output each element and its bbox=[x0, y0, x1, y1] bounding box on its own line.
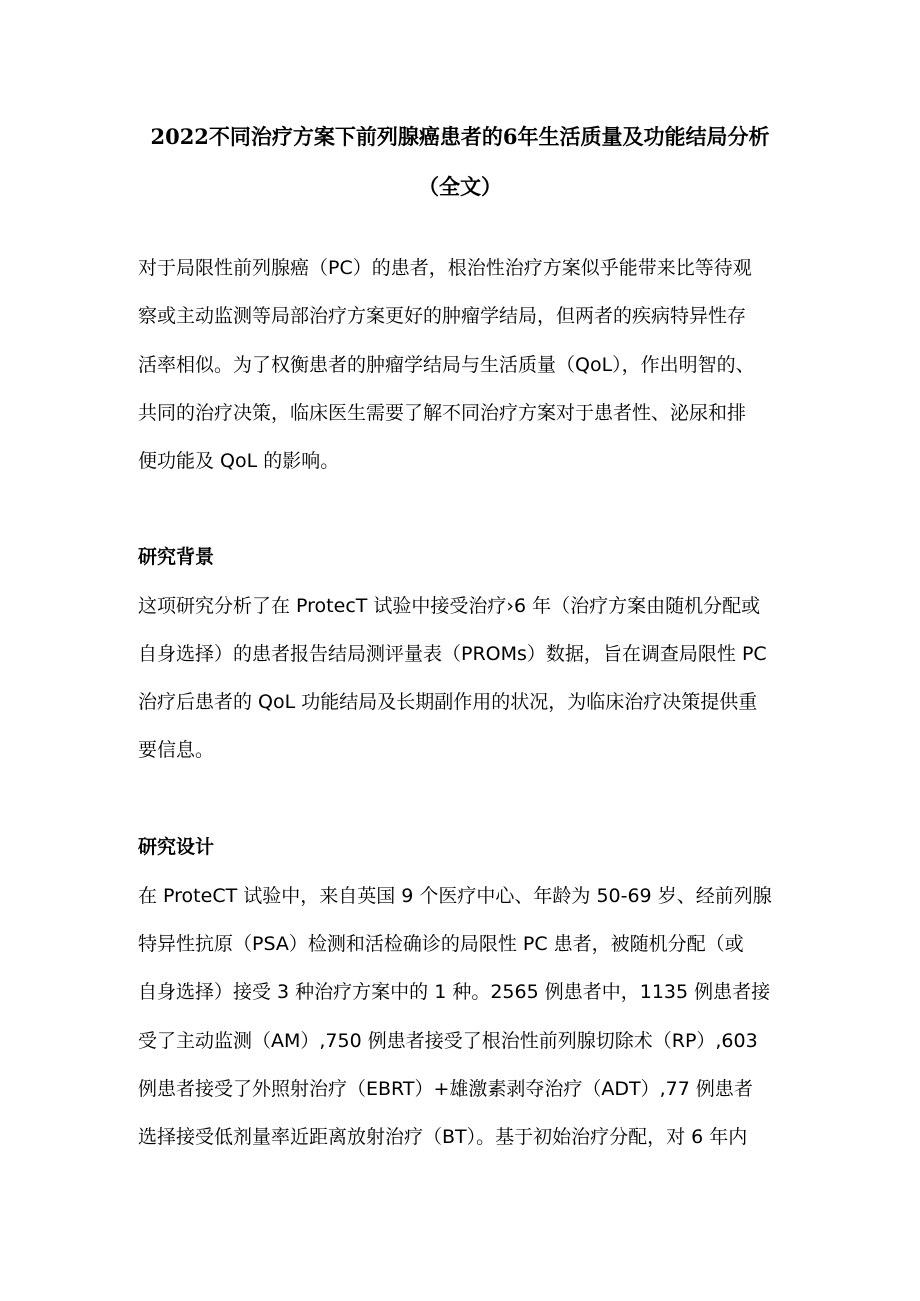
section-heading-design: 研究设计 bbox=[138, 836, 215, 858]
design-line: 选择接受低剂量率近距离放射治疗（BT）。基于初始治疗分配，对 6 年内 bbox=[138, 1126, 748, 1148]
background-line: 自身选择）的患者报告结局测评量表（PROMs）数据，旨在调查局限性 PC bbox=[138, 643, 767, 665]
design-line: 受了主动监测（AM）,750 例患者接受了根治性前列腺切除术（RP）,603 bbox=[138, 1030, 758, 1052]
intro-line: 活率相似。为了权衡患者的肿瘤学结局与生活质量（QoL），作出明智的、 bbox=[138, 354, 755, 376]
background-line: 要信息。 bbox=[138, 739, 215, 761]
document-title-line-1: 2022不同治疗方案下前列腺癌患者的6年生活质量及功能结局分析 bbox=[150, 124, 770, 149]
intro-line: 对于局限性前列腺癌（PC）的患者，根治性治疗方案似乎能带来比等待观 bbox=[138, 257, 752, 279]
design-line: 特异性抗原（PSA）检测和活检确诊的局限性 PC 患者，被随机分配（或 bbox=[138, 933, 744, 955]
section-heading-background: 研究背景 bbox=[138, 546, 215, 568]
design-line: 例患者接受了外照射治疗（EBRT）+雄激素剥夺治疗（ADT）,77 例患者 bbox=[138, 1078, 753, 1100]
intro-line: 察或主动监测等局部治疗方案更好的肿瘤学结局，但两者的疾病特异性存 bbox=[138, 305, 747, 327]
intro-line: 共同的治疗决策，临床医生需要了解不同治疗方案对于患者性、泌尿和排 bbox=[138, 402, 747, 424]
intro-line: 便功能及 QoL 的影响。 bbox=[138, 450, 340, 472]
design-line: 在 ProteCT 试验中，来自英国 9 个医疗中心、年龄为 50-69 岁、经前列腺 bbox=[138, 885, 772, 907]
background-line: 治疗后患者的 QoL 功能结局及长期副作用的状况，为临床治疗决策提供重 bbox=[138, 691, 758, 713]
design-line: 自身选择）接受 3 种治疗方案中的 1 种。2565 例患者中，1135 例患者接 bbox=[138, 981, 771, 1003]
background-line: 这项研究分析了在 ProtecT 试验中接受治疗›6 年（治疗方案由随机分配或 bbox=[138, 595, 761, 617]
document-title-line-2: （全文） bbox=[418, 174, 502, 199]
